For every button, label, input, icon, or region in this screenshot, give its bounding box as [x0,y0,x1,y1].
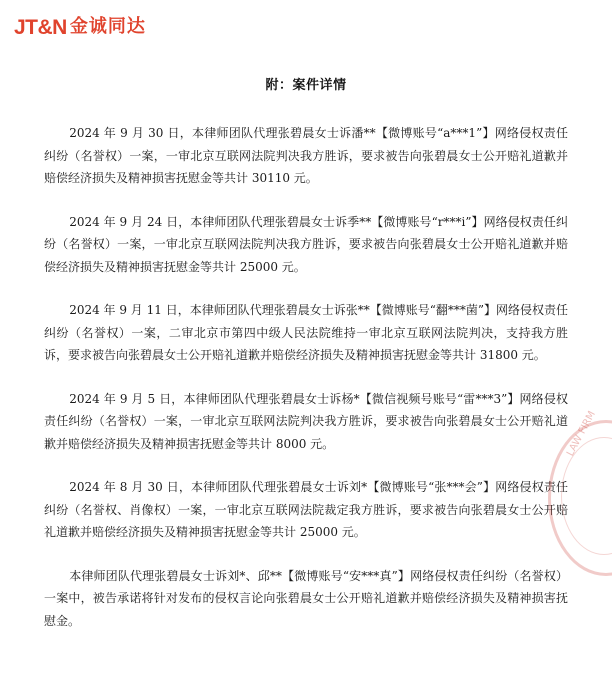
case-paragraph-2: 2024 年 9 月 24 日，本律师团队代理张碧晨女士诉季**【微博账号“r***i”】网络侵权责任纠纷（名誉权）一案，一审北京互联网法院判决我方胜诉，要求被告向张碧晨女士公开赔礼道歉并赔偿经济损失及精神损害抚慰金等共计 25000 元。 [44,214,568,274]
case-paragraph-5: 2024 年 8 月 30 日，本律师团队代理张碧晨女士诉刘*【微博账号“张***会”】网络侵权责任纠纷（名誉权、肖像权）一案，一审北京互联网法院裁定我方胜诉，要求被告向张碧晨女士公开赔礼道歉并赔偿经济损失及精神损害抚慰金等共计 25000 元。 [44,480,568,539]
firm-logo [14,14,146,40]
case-paragraph-6: 本律师团队代理张碧晨女士诉刘*、邱**【微博账号“安***真”】网络侵权责任纠纷（名誉权）一案中，被告承诺将针对发布的侵权言论向张碧晨女士公开赔礼道歉并赔偿经济损失及精神损害抚慰金。 [44,568,568,628]
logo-latin-text: JT&N [14,15,67,39]
seal-text: LAW FIRM [565,409,598,459]
case-paragraph-3: 2024 年 9 月 11 日，本律师团队代理张碧晨女士诉张**【微博账号“翻***菌”】网络侵权责任纠纷（名誉权）一案，二审北京市第四中级人民法院维持一审北京互联网法院判决，支持我方胜诉，要求被告向张碧晨女士公开赔礼道歉并赔偿经济损失及精神损害抚慰金等共计 31800 元。 [44,303,568,362]
document-title: 附：案件详情 [265,78,347,93]
case-paragraph-1: 2024 年 9 月 30 日，本律师团队代理张碧晨女士诉潘**【微博账号“a***1”】网络侵权责任纠纷（名誉权）一案，一审北京互联网法院判决我方胜诉，要求被告向张碧晨女士公开赔礼道歉并赔偿经济损失及精神损害抚慰金等共计 30110 元。 [44,126,568,185]
case-paragraph-4: 2024 年 9 月 5 日，本律师团队代理张碧晨女士诉杨*【微信视频号账号“雷***3”】网络侵权责任纠纷（名誉权）一案，一审北京互联网法院判决我方胜诉，要求被告向张碧晨女士公开赔礼道歉并赔偿经济损失及精神损害抚慰金等共计 8000 元。 [44,391,568,451]
case-details [44,122,568,653]
logo-chinese-text: 金诚同达 [69,16,146,37]
seal-inner-ring [561,437,612,555]
